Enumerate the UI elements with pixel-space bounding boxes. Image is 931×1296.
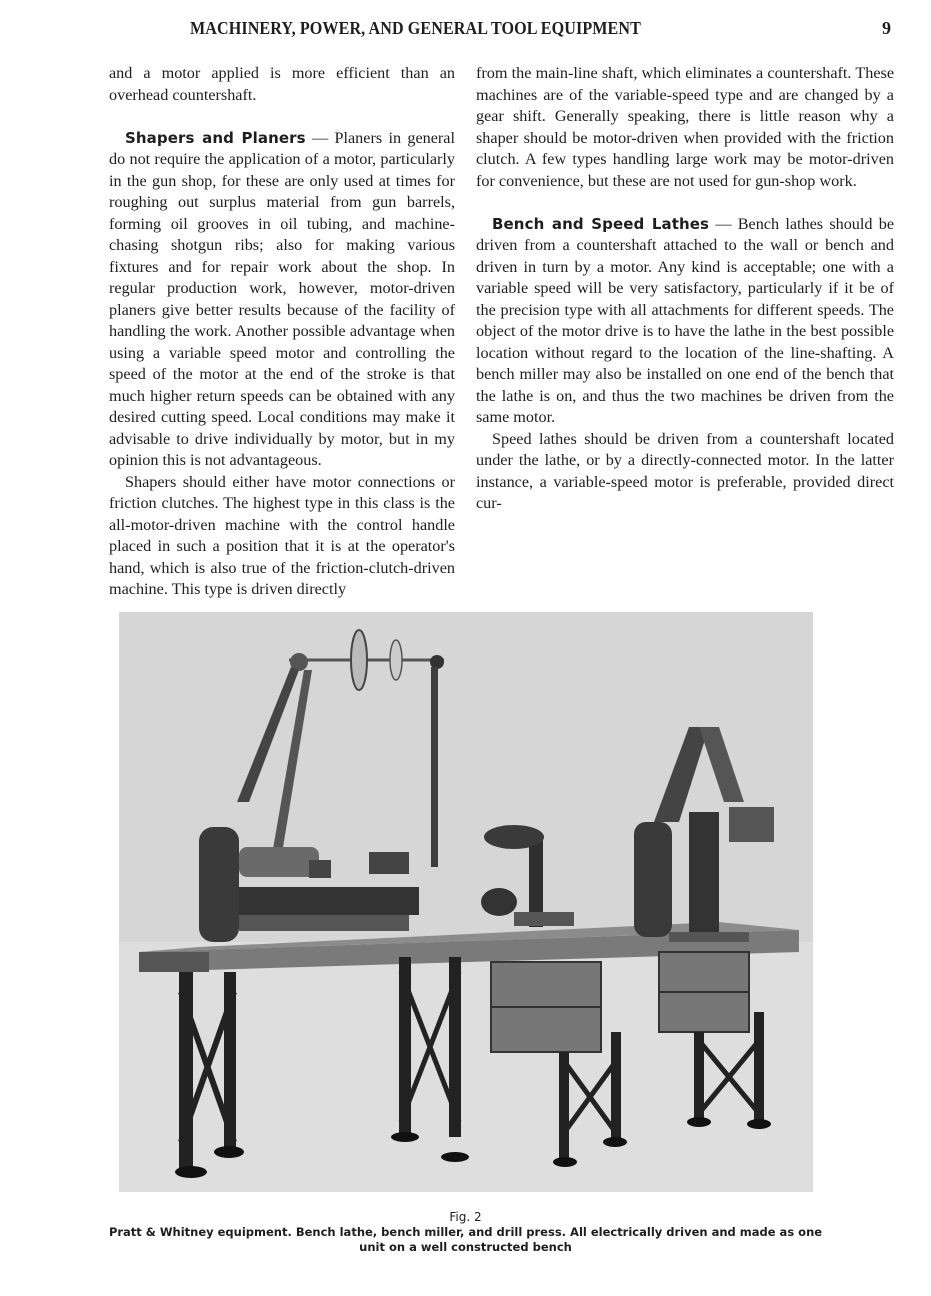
left-column	[109, 63, 455, 601]
paragraph: Speed lathes should be driven from a countershaft located under the lathe, or by a directly-connected motor. In the latter instance, a variable-speed motor is preferable, provided direct cur-	[476, 429, 894, 512]
paragraph: and a motor applied is more efficient than an overhead countershaft.	[109, 64, 455, 104]
section-shapers-planers	[109, 128, 455, 472]
figure-label: Fig. 2	[449, 1210, 482, 1224]
section-heading: Bench and Speed Lathes	[492, 214, 710, 233]
heading-dash: —	[709, 214, 738, 233]
bench-equipment-photo	[119, 612, 813, 1192]
section-heading: Shapers and Planers	[125, 128, 306, 147]
paragraph: from the main-line shaft, which eliminates a countershaft. These machines are of the variable-speed type and are changed by a gear shift. Generally speaking, there is little reason why a shaper should be motor-driven when provided with the friction clutch. A few types handling large work may be motor-driven for convenience, but these are not used for gun-shop work.	[476, 64, 894, 190]
page-header	[0, 16, 931, 46]
figure-caption-text: Pratt & Whitney equipment. Bench lathe, bench miller, and drill press. All electrically driven and made as one unit on a well constructed bench	[108, 1225, 823, 1254]
heading-dash: —	[305, 128, 335, 147]
page-number: 9	[882, 18, 891, 38]
running-title: MACHINERY, POWER, AND GENERAL TOOL EQUIPMENT	[190, 18, 641, 38]
paragraph-text: Planers in general do not require the application of a motor, particularly in the gun shop, for these are only used at times for roughing out surplus material from gun barrels, forming oil grooves in oil tubing, and machine-chasing shotgun ribs; also for making various fixtures and for repair work about the shop. In regular production work, however, motor-driven planers give better results because of the facility of handling the work. Another possible advantage when using a variable speed motor and controlling the speed of the motor at the end of the stroke is that much higher return speeds can be obtained with any desired cutting speed. Local conditions may make it advisable to drive individually by motor, but in my opinion this is not advantageous.	[109, 128, 455, 469]
paragraph: Shapers should either have motor connections or friction clutches. The highest type in this class is the all-motor-driven machine with the control handle placed in such a position that it is at the operator's hand, which is also true of the friction-clutch-driven machine. This type is driven directly	[109, 472, 455, 598]
section-bench-speed-lathes	[476, 214, 894, 429]
figure-caption	[100, 1210, 831, 1255]
figure-photo	[119, 612, 813, 1192]
right-column	[476, 63, 894, 515]
paragraph-text: Bench lathes should be driven from a countershaft attached to the wall or bench and driven in turn by a motor. Any kind is acceptable; one with a variable speed will be very satisfactory, particularly if it be of the precision type with all attachments for different speeds. The object of the motor drive is to have the lathe in the best possible location without regard to the location of the line-shafting. A bench miller may also be installed on one end of the bench that the lathe is on, and thus the two machines be driven from the same motor.	[476, 214, 894, 426]
